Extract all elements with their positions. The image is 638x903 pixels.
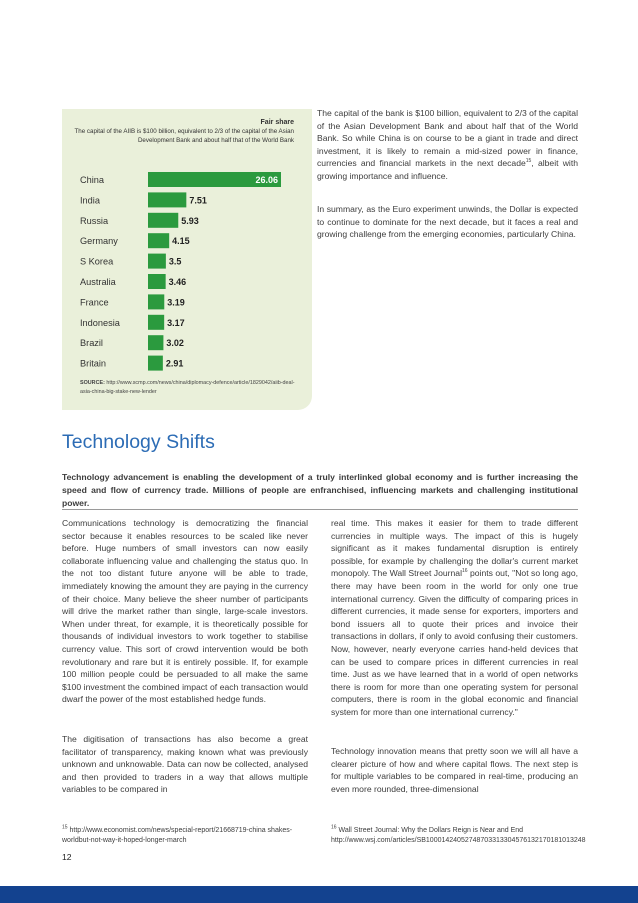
chart-source bbox=[80, 379, 300, 397]
bar-category-label: Britain bbox=[80, 358, 107, 369]
chart-title: Fair share bbox=[260, 119, 294, 126]
bar bbox=[148, 294, 164, 309]
bar-value-label: 2.91 bbox=[165, 358, 184, 369]
left-column-paragraph-2: The digitisation of transactions has also become a great facilitator of transparency, making known what was previously unknown and unknowable. Data can now be collected, analysed and then provided to traders in a way that allows multiple variables to be compared in bbox=[62, 734, 308, 795]
bar-value-label: 5.93 bbox=[181, 215, 199, 226]
rt-p1-text: The capital of the bank is $100 billion, equivalent to 2/3 of the capital of the Asian Development Bank and about half that of the World Bank. So while China is on course to be a giant in trade and direct investment, it is likely to remain a mid-sized power in finance, currencies and financial markets in the next decade bbox=[317, 108, 578, 169]
bar bbox=[148, 315, 164, 330]
footnote-right-number: 16 bbox=[331, 824, 337, 831]
left-column-paragraph-1: Communications technology is democratizing the financial sector because it enables resources to be scaled like never before. Huge numbers of small investors can now easily collaborate influencing value and challenging the status quo. In the not too distant future anyone will be able to trade, immediately knowing the amount they are paying in the currency of their choice. Many believe the sheer number of participants will drive the market rather than single, large-scale investors. When under threat, for example, it is theoretically possible for thousands of individual investors to work together to stabilise currency value. This sort of crowd intervention would be both revolutionary and rare but it is entirely possible. If, for example 100 million people could be persuaded to all make the same $100 investment the combined impact of each transaction would dwarf the power of the most established hedge funds. bbox=[62, 518, 308, 705]
right-top-paragraph-1 bbox=[317, 107, 578, 183]
footer-band bbox=[0, 886, 638, 903]
bar-value-label: 3.46 bbox=[168, 277, 187, 287]
source-url: http://www.scmp.com/news/china/diplomacy-defence/article/1829042/aiib-deal-asia-china-big-stake-new-lender bbox=[80, 380, 295, 395]
bar-category-label: Germany bbox=[80, 236, 118, 247]
bar bbox=[148, 233, 169, 248]
bar-value-label: 3.02 bbox=[166, 338, 184, 349]
bar-category-label: Russia bbox=[80, 215, 109, 226]
bar-category-label: Brazil bbox=[80, 338, 103, 349]
bar-category-label: S Korea bbox=[80, 256, 114, 267]
bar bbox=[148, 192, 186, 207]
right-column-paragraph-1 bbox=[331, 517, 578, 719]
source-label: SOURCE: bbox=[80, 380, 105, 386]
footnote-ref-16[interactable]: 16 bbox=[461, 568, 468, 575]
divider bbox=[62, 509, 578, 510]
bar bbox=[148, 254, 166, 269]
right-top-paragraph-2: In summary, as the Euro experiment unwinds, the Dollar is expected to continue to dominate for the next decade, but it faces a real and growing challenge from the emerging economies, particularly China. bbox=[317, 204, 578, 240]
bar-category-label: India bbox=[80, 195, 100, 206]
footnote-left bbox=[62, 826, 307, 847]
bar-value-label: 26.06 bbox=[255, 175, 278, 185]
bar-category-label: Indonesia bbox=[80, 317, 120, 328]
bar-value-label: 3.5 bbox=[168, 256, 182, 267]
bar-value-label: 4.15 bbox=[172, 236, 190, 247]
right-column-paragraph-2: Technology innovation means that pretty soon we will all have a clearer picture of how and where capital flows. The next step is for multiple variables to be compared in real-time, producing an even more rounded, three-dimensional bbox=[331, 746, 578, 794]
footnote-right-text[interactable]: Wall Street Journal: Why the Dollars Reign is Near and End http://www.wsj.com/articles/SB10001424052748703313304576132170181013248 bbox=[331, 827, 586, 845]
footnote-ref-15[interactable]: 15 bbox=[525, 158, 532, 165]
rt-p1-tail: , albeit with growing importance and influence. bbox=[317, 158, 579, 181]
chart-subtitle: The capital of the AIIB is $100 billion, equivalent to 2/3 of the capital of the Asian Development Bank and about half that of the World Bank bbox=[74, 128, 294, 144]
footnote-left-text[interactable]: http://www.economist.com/news/special-report/21668719-china shakes-worldbut-not-way-it-hoped-longer-march bbox=[62, 827, 293, 845]
bar-category-label: France bbox=[80, 297, 109, 308]
bar-value-label: 3.19 bbox=[167, 297, 185, 308]
section-lead: Technology advancement is enabling the development of a truly interlinked global economy and is further increasing the speed and flow of currency trade. Millions of people are enfranchised, influencing markets and challenging institutional power. bbox=[62, 472, 578, 508]
rc-p1-b: points out, "Not so long ago, there may have been room in the world for only one true international currency. Given the difficulty of comparing prices in different currencies, it made sense for exporters, importers and bond issuers all to quote their prices and invoice their transactions in dollars, if only to avoid confusing their customers. Now, however, nearly everyone carries hand-held devices that can be used to compare prices in different currencies in real time. Just as we have learned that in a world of open networks there is room for more than one operating system for personal computers, there is room in the global economic and financial system for more than one international currency." bbox=[331, 568, 578, 717]
footnote-right bbox=[331, 824, 586, 847]
page-number: 12 bbox=[62, 852, 72, 862]
bar bbox=[148, 213, 178, 228]
bar-category-label: China bbox=[80, 175, 105, 185]
section-heading: Technology Shifts bbox=[62, 431, 215, 453]
bar-value-label: 3.17 bbox=[167, 317, 185, 328]
bar bbox=[148, 356, 163, 371]
bar bbox=[148, 274, 166, 289]
footnote-left-number: 15 bbox=[62, 824, 68, 831]
bar-value-label: 7.51 bbox=[189, 195, 207, 206]
rc-p1-a: real time. This makes it easier for them to trade different currencies in multiple ways. The impact of this is hugely significant as it makes fundamental disruption is entirely possible, for example by challenging the dollar's current market monopoly. The Wall Street Journal bbox=[331, 518, 578, 579]
bar bbox=[148, 335, 163, 350]
bar-category-label: Australia bbox=[80, 277, 116, 287]
